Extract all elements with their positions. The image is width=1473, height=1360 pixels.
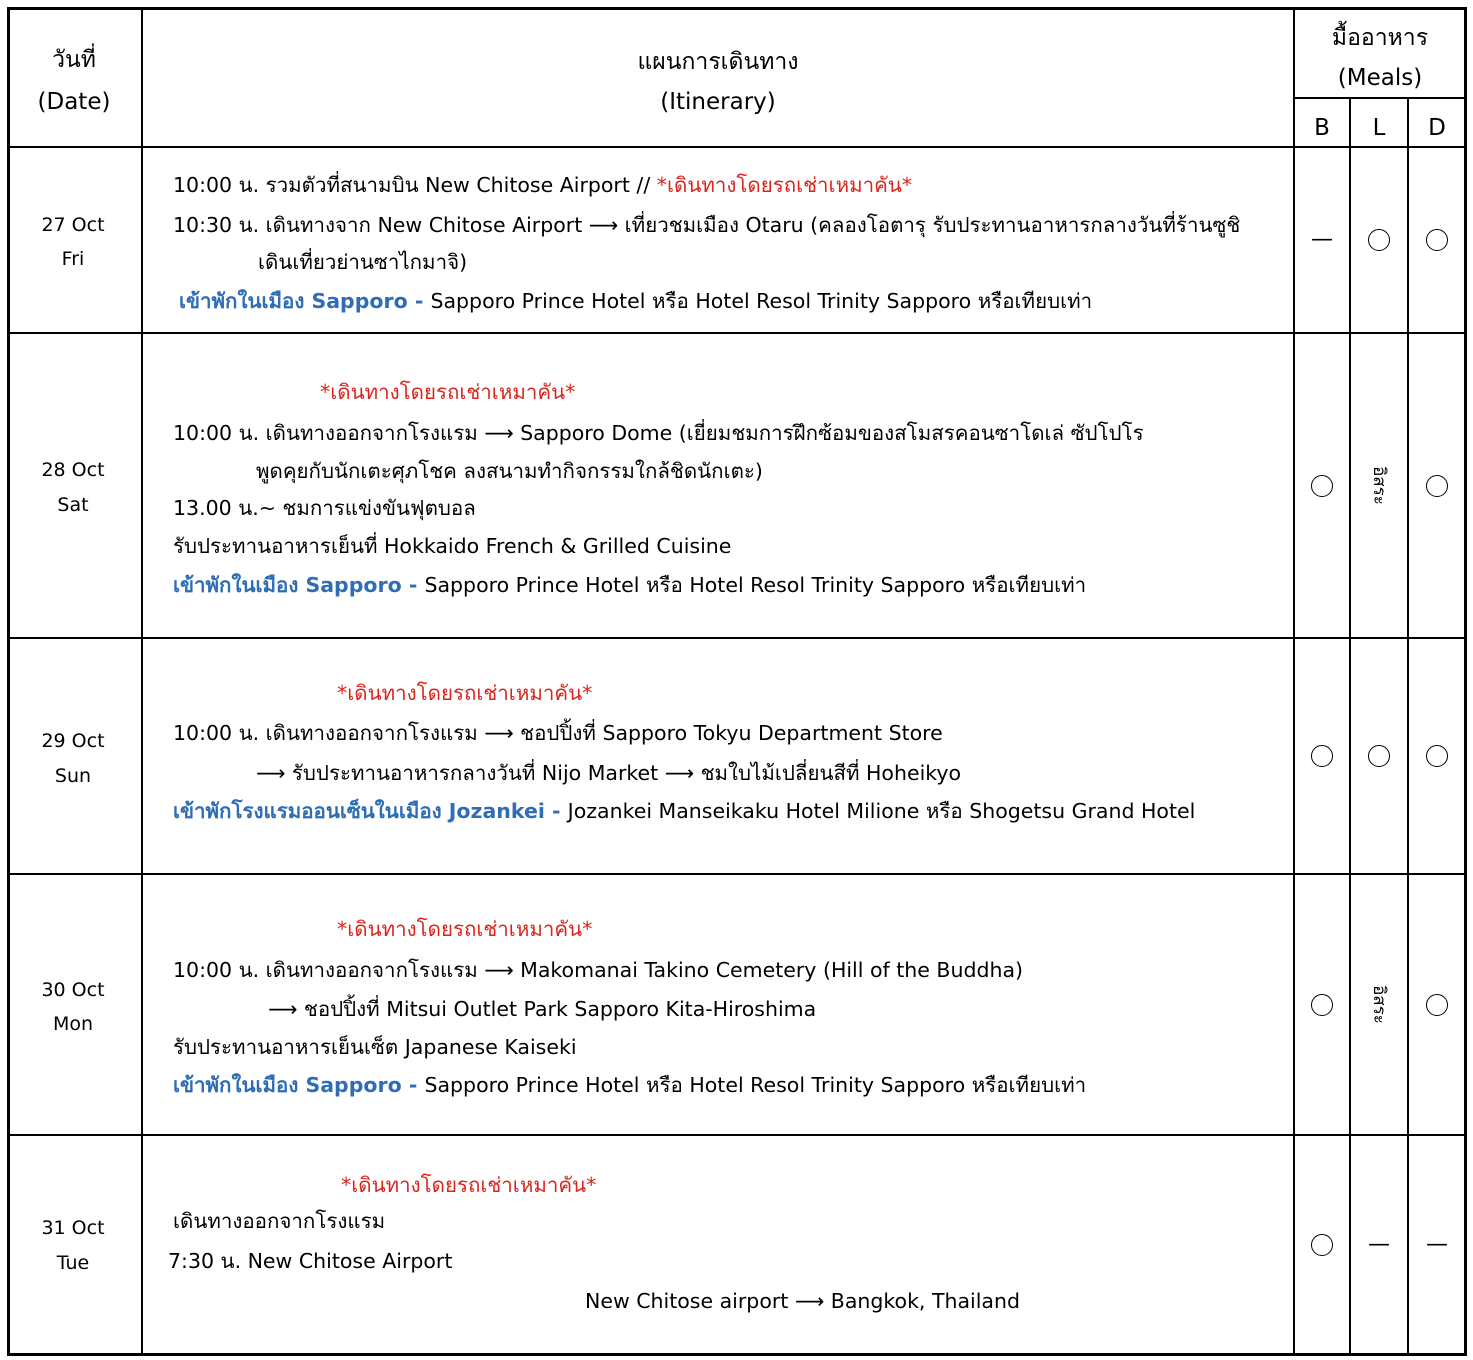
meal-dinner — [1409, 148, 1465, 332]
rental-car-note: *เดินทางโดยรถเช่าเหมาคัน* — [341, 1173, 597, 1197]
meal-breakfast — [1295, 148, 1349, 332]
header-lunch: L — [1372, 115, 1386, 141]
accommodation-line — [179, 289, 1092, 313]
itinerary-line — [173, 173, 912, 197]
itinerary-line: 10:00 น. เดินทางออกจากโรงแรม ⟶ Makomanai Takino Cemetery (Hill of the Buddha) — [173, 958, 1024, 982]
meal-none-icon: — — [1368, 1232, 1390, 1257]
meal-dinner — [1409, 639, 1465, 873]
row-divider — [8, 637, 1465, 639]
meal-breakfast — [1295, 334, 1349, 637]
accommodation-label: เข้าพักในเมือง Sapporo - — [173, 1073, 425, 1097]
rental-car-note: *เดินทางโดยรถเช่าเหมาคัน* — [320, 380, 576, 404]
itinerary-line: พูดคุยกับนักเตะศุภโชค ลงสนามทำกิจกรรมใกล้ชิดนักเตะ) — [256, 459, 763, 483]
meal-free-text: อิสระ — [1368, 985, 1389, 1024]
row-day: Sun — [54, 765, 92, 787]
meal-included-icon — [1311, 1234, 1333, 1256]
row-divider — [8, 146, 1465, 148]
rental-car-note: *เดินทางโดยรถเช่าเหมาคัน* — [337, 681, 593, 705]
accommodation-hotels: Jozankei Manseikaku Hotel Milione หรือ Shogetsu Grand Hotel — [567, 799, 1196, 823]
meal-free-text: อิสระ — [1368, 466, 1389, 505]
itinerary-line: ⟶ ชอปปิ้งที่ Mitsui Outlet Park Sapporo Kita-Hiroshima — [268, 997, 817, 1021]
accommodation-label: เข้าพักในเมือง Sapporo - — [173, 573, 425, 597]
meal-lunch — [1351, 1136, 1407, 1354]
row-divider — [1293, 97, 1465, 99]
accommodation-hotels: Sapporo Prince Hotel หรือ Hotel Resol Trinity Sapporo หรือเทียบเท่า — [424, 573, 1087, 597]
header-breakfast: B — [1314, 115, 1330, 141]
accommodation-line — [173, 573, 1086, 597]
itinerary-text: 10:00 น. รวมตัวที่สนามบิน New Chitose Airport // — [173, 173, 657, 197]
meal-included-icon — [1368, 745, 1390, 767]
row-date: 27 Oct — [41, 214, 105, 236]
header-date-th: วันที่ — [52, 47, 96, 73]
accommodation-hotels: Sapporo Prince Hotel หรือ Hotel Resol Trinity Sapporo หรือเทียบเท่า — [424, 1073, 1087, 1097]
rental-car-note: *เดินทางโดยรถเช่าเหมาคัน* — [337, 917, 593, 941]
meal-lunch — [1351, 148, 1407, 332]
rental-car-note: *เดินทางโดยรถเช่าเหมาคัน* — [656, 173, 913, 197]
meal-included-icon — [1311, 475, 1333, 497]
header-itinerary-en: (Itinerary) — [660, 89, 776, 115]
itinerary-line: เดินเที่ยวย่านซาไกมาจิ) — [258, 250, 468, 274]
accommodation-label: เข้าพักในเมือง Sapporo - — [179, 289, 431, 313]
column-divider — [141, 8, 143, 1354]
meal-included-icon — [1426, 229, 1448, 251]
accommodation-label: เข้าพักโรงแรมออนเซ็นในเมือง Jozankei - — [173, 799, 568, 823]
meal-breakfast — [1295, 1136, 1349, 1354]
itinerary-line: 13.00 น.~ ชมการแข่งขันฟุตบอล — [173, 496, 476, 520]
meal-dinner — [1409, 875, 1465, 1134]
itinerary-line: เดินทางออกจากโรงแรม — [173, 1209, 386, 1233]
row-day: Fri — [61, 248, 85, 270]
meal-breakfast — [1295, 875, 1349, 1134]
itinerary-table — [7, 7, 1467, 1356]
meal-included-icon — [1368, 229, 1390, 251]
meal-lunch — [1351, 639, 1407, 873]
header-date-en: (Date) — [37, 89, 111, 115]
itinerary-line: 10:00 น. เดินทางออกจากโรงแรม ⟶ ชอปปิ้งที่ Sapporo Tokyu Department Store — [173, 721, 943, 745]
meal-included-icon — [1311, 745, 1333, 767]
itinerary-line: รับประทานอาหารเย็นเซ็ต Japanese Kaiseki — [173, 1035, 577, 1059]
meal-breakfast — [1295, 639, 1349, 873]
row-day: Sat — [57, 494, 89, 516]
meal-lunch — [1351, 334, 1407, 637]
row-day: Tue — [56, 1252, 90, 1274]
row-divider — [8, 332, 1465, 334]
header-itinerary-th: แผนการเดินทาง — [637, 49, 799, 75]
itinerary-line: 10:00 น. เดินทางออกจากโรงแรม ⟶ Sapporo Dome (เยี่ยมชมการฝึกซ้อมของสโมสรคอนซาโดเล่ ซัปโปโร — [173, 421, 1144, 445]
itinerary-line: New Chitose airport ⟶ Bangkok, Thailand — [585, 1289, 1021, 1313]
header-dinner: D — [1428, 115, 1446, 141]
row-divider — [8, 1134, 1465, 1136]
meal-included-icon — [1426, 745, 1448, 767]
meal-none-icon: — — [1311, 227, 1333, 252]
row-date: 29 Oct — [41, 730, 105, 752]
meal-dinner — [1409, 1136, 1465, 1354]
accommodation-hotels: Sapporo Prince Hotel หรือ Hotel Resol Trinity Sapporo หรือเทียบเท่า — [430, 289, 1093, 313]
accommodation-line — [173, 1073, 1086, 1097]
meal-none-icon: — — [1426, 1232, 1448, 1257]
header-meals-en: (Meals) — [1337, 65, 1423, 91]
row-date: 30 Oct — [41, 979, 105, 1001]
itinerary-line: 10:30 น. เดินทางจาก New Chitose Airport ⟶ เที่ยวชมเมือง Otaru (คลองโอตารุ รับประทานอาหารกลางวันที่ร้านซูชิ — [173, 213, 1241, 237]
row-date: 31 Oct — [41, 1217, 105, 1239]
meal-lunch — [1351, 875, 1407, 1134]
row-date: 28 Oct — [41, 459, 105, 481]
header-meals-th: มื้ออาหาร — [1331, 25, 1429, 51]
meal-included-icon — [1426, 994, 1448, 1016]
row-day: Mon — [52, 1013, 94, 1035]
itinerary-line: รับประทานอาหารเย็นที่ Hokkaido French & Grilled Cuisine — [173, 534, 732, 558]
row-divider — [8, 873, 1465, 875]
accommodation-line — [173, 799, 1195, 823]
meal-included-icon — [1426, 475, 1448, 497]
itinerary-line: 7:30 น. New Chitose Airport — [168, 1249, 453, 1273]
meal-dinner — [1409, 334, 1465, 637]
itinerary-line: ⟶ รับประทานอาหารกลางวันที่ Nijo Market ⟶ ชมใบไม้เปลี่ยนสีที่ Hoheikyo — [256, 761, 962, 785]
meal-included-icon — [1311, 994, 1333, 1016]
